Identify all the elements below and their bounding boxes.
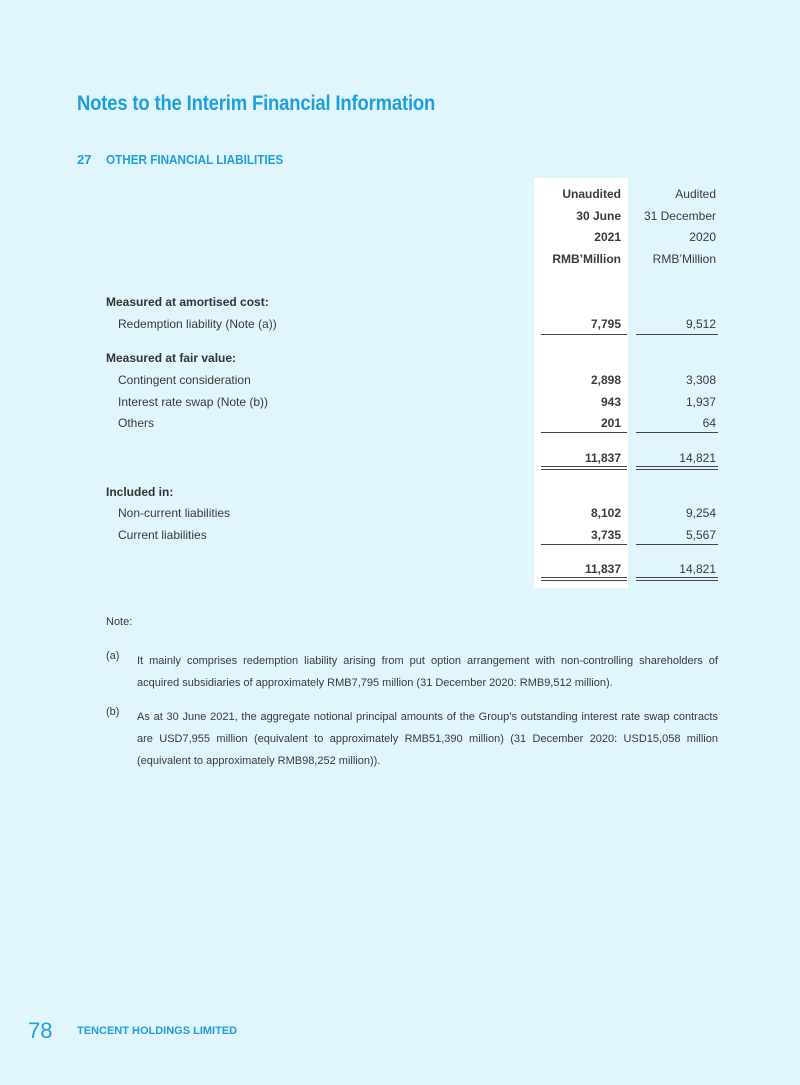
value-redemption-current: 7,795 (590, 317, 621, 331)
footer-company-name: TENCENT HOLDINGS LIMITED (77, 1025, 238, 1037)
section-title: OTHER FINANCIAL LIABILITIES (106, 152, 284, 167)
rule-subtotal-current (541, 544, 627, 545)
rule-total-previous (636, 577, 718, 581)
row-label-others: Others (118, 416, 155, 430)
note-a-text: It mainly comprises redemption liability arising from put option arrangement with non-controlling shareholders of acquired subsidiaries of approximately RMB7,795 million (31 December 2020: RMB9,512 million). (137, 655, 718, 689)
row-label-current-liabilities: Current liabilities (118, 528, 207, 542)
value-noncurrent-previous: 9,254 (685, 506, 716, 520)
value-current-liabilities-previous: 5,567 (685, 528, 716, 542)
notes-heading: Note: (106, 616, 133, 628)
header-current-year: 2021 (594, 230, 621, 244)
value-total-current: 11,837 (584, 451, 621, 465)
note-a-tag: (a) (106, 650, 120, 662)
section-number: 27 (77, 152, 92, 167)
value-redemption-previous: 9,512 (685, 317, 716, 331)
page-number: 78 (28, 1018, 53, 1043)
header-current-unit: RMB’Million (552, 252, 621, 266)
group-label-fair-value: Measured at fair value: (106, 351, 237, 365)
value-others-current: 201 (600, 416, 621, 430)
header-previous-unit: RMB’Million (652, 252, 716, 266)
rule-subtotal-previous (636, 544, 718, 545)
row-label-swap: Interest rate swap (Note (b)) (118, 395, 269, 409)
rule-subtotal-current (541, 334, 627, 335)
rule-total-current (541, 577, 627, 581)
value-current-liabilities-current: 3,735 (590, 528, 621, 542)
rule-subtotal-previous (636, 334, 718, 335)
rule-total-current (541, 466, 627, 470)
value-total2-current: 11,837 (584, 562, 621, 576)
row-label-contingent: Contingent consideration (118, 373, 251, 387)
note-b-text: As at 30 June 2021, the aggregate notional principal amounts of the Group’s outstanding interest rate swap contracts are USD7,955 million (equivalent to approximately RMB51,390 million) (31 December 2020: USD15,058 million (equivalent to approximately RMB98,252 million)). (137, 711, 718, 767)
header-current-status: Unaudited (562, 187, 621, 201)
page-title: Notes to the Interim Financial Information (77, 92, 436, 115)
value-swap-current: 943 (600, 395, 621, 409)
header-previous-status: Audited (675, 187, 716, 201)
rule-total-previous (636, 466, 718, 470)
value-total-previous: 14,821 (679, 451, 716, 465)
group-label-included: Included in: (106, 485, 174, 499)
value-noncurrent-current: 8,102 (590, 506, 621, 520)
value-contingent-current: 2,898 (590, 373, 621, 387)
note-b-tag: (b) (106, 706, 120, 718)
row-label-noncurrent: Non-current liabilities (118, 506, 231, 520)
row-label-redemption: Redemption liability (Note (a)) (118, 317, 277, 331)
header-previous-year: 2020 (689, 230, 716, 244)
group-label-amortised: Measured at amortised cost: (106, 295, 269, 309)
header-previous-date: 31 December (643, 209, 716, 223)
header-current-date: 30 June (576, 209, 621, 223)
value-swap-previous: 1,937 (685, 395, 716, 409)
value-others-previous: 64 (702, 416, 716, 430)
value-total2-previous: 14,821 (679, 562, 716, 576)
rule-subtotal-current (541, 432, 627, 433)
value-contingent-previous: 3,308 (685, 373, 716, 387)
rule-subtotal-previous (636, 432, 718, 433)
